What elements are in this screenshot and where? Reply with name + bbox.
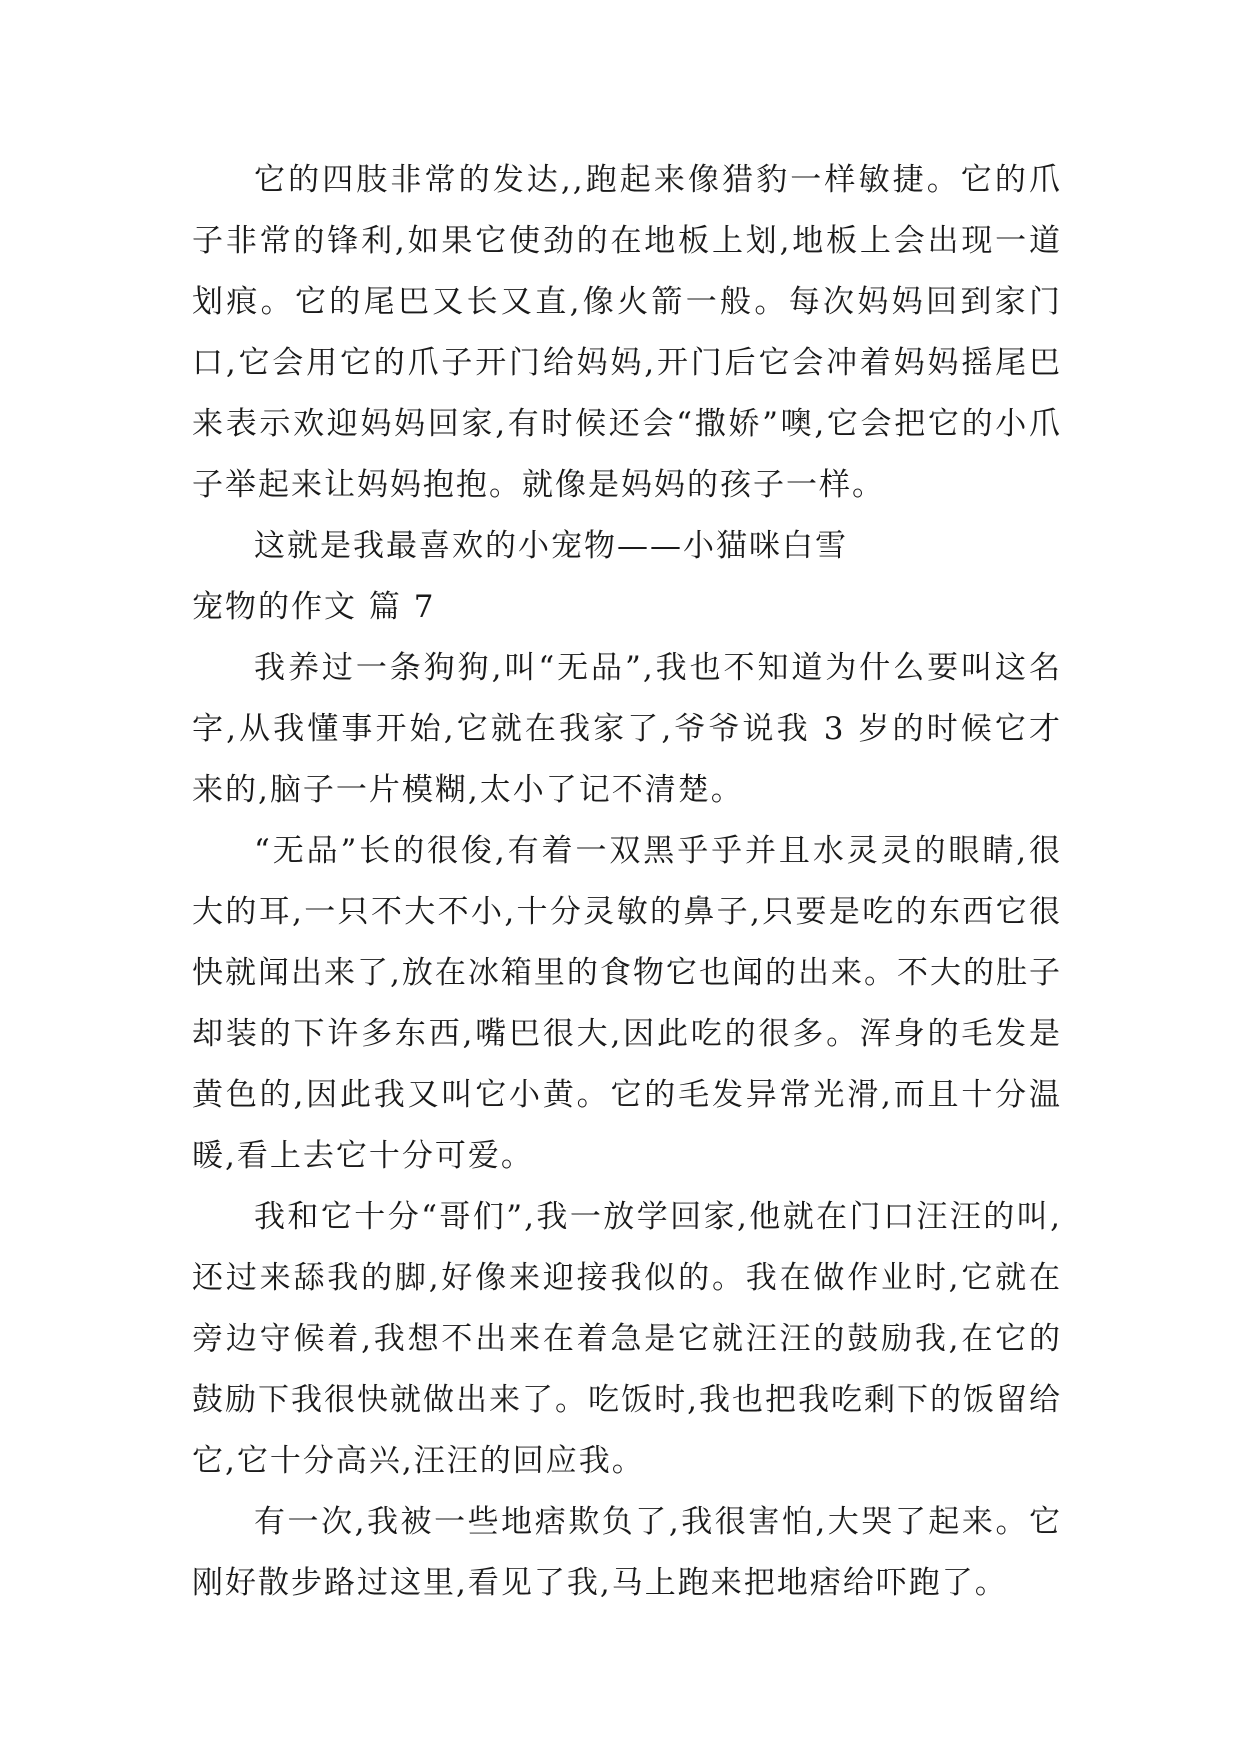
paragraph-dog-rescue: 有一次,我被一些地痞欺负了,我很害怕,大哭了起来。它刚好散步路过这里,看见了我,马上跑来把地痞给吓跑了。 <box>192 1504 1062 1601</box>
paragraph-dog-friendship: 我和它十分“哥们”,我一放学回家,他就在门口汪汪的叫,还过来舔我的脚,好像来迎接我似的。我在做作业时,它就在旁边守候着,我想不出来在着急是它就汪汪的鼓励我,在它的鼓励下我很快就做出来了。吃饭时,我也把我吃剩下的饭留给它,它十分高兴,汪汪的回应我。 <box>192 1199 1062 1479</box>
paragraph-dog-intro: 我养过一条狗狗,叫“无品”,我也不知道为什么要叫这名字,从我懂事开始,它就在我家了,爷爷说我 3 岁的时候它才来的,脑子一片模糊,太小了记不清楚。 <box>192 650 1062 808</box>
essay-heading: 宠物的作文 篇 7 <box>192 589 436 625</box>
paragraph-cat-description: 它的四肢非常的发达,,跑起来像猎豹一样敏捷。它的爪子非常的锋利,如果它使劲的在地板上划,地板上会出现一道划痕。它的尾巴又长又直,像火箭一般。每次妈妈回到家门口,它会用它的爪子开门给妈妈,开门后它会冲着妈妈摇尾巴来表示欢迎妈妈回家,有时候还会“撒娇”噢,它会把它的小爪子举起来让妈妈抱抱。就像是妈妈的孩子一样。 <box>192 162 1062 503</box>
document-body <box>192 150 1062 1614</box>
paragraph-dog-appearance: “无品”长的很俊,有着一双黑乎乎并且水灵灵的眼睛,很大的耳,一只不大不小,十分灵敏的鼻子,只要是吃的东西它很快就闻出来了,放在冰箱里的食物它也闻的出来。不大的肚子却装的下许多东西,嘴巴很大,因此吃的很多。浑身的毛发是黄色的,因此我又叫它小黄。它的毛发异常光滑,而且十分温暖,看上去它十分可爱。 <box>192 833 1062 1174</box>
paragraph-cat-conclusion: 这就是我最喜欢的小宠物——小猫咪白雪 <box>254 528 848 564</box>
